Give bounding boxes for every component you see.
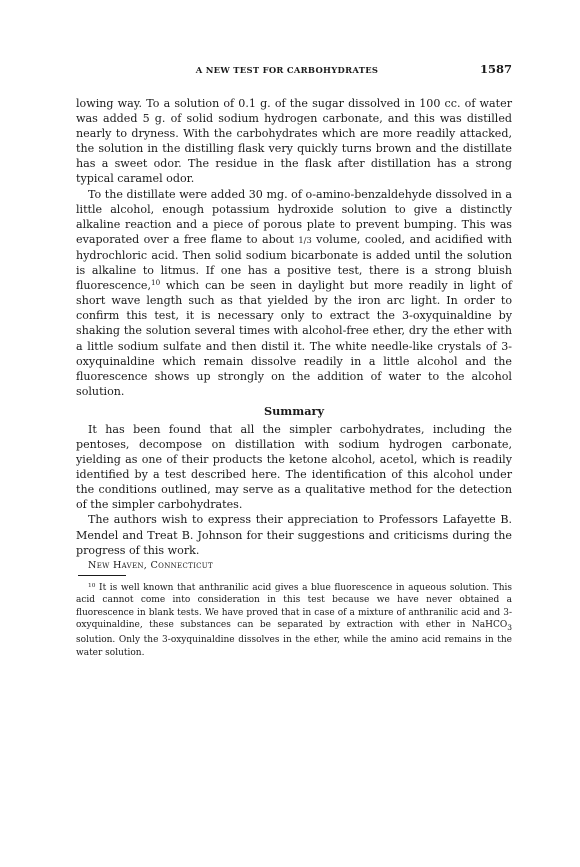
paragraph-2-text-a: To the distillate were added 30 mg. of o-amino-benzaldehyde dissolved in a little alcohol, enough potassium hydroxide solution to give a distinctly alkaline reaction and a piece of porous plate to prevent bumping. This was evaporated over a free flame to about [76, 187, 512, 246]
paragraph-2-text-b: volume, cooled, and acidified with hydrochloric acid. Then solid sodium bicarbonate is added until the solution is alkaline to litmus. If one has a positive test, there is a strong bluish fluorescence, [76, 232, 512, 293]
summary-paragraph-1: It has been found that all the simpler carbohydrates, including the pentoses, decompose on distillation with sodium hydrogen carbonate, yielding as one of their products the ketone alcohol, acetol, which is readily identified by a test described here. The identification of this alcohol under the conditions outlined, may serve as a qualitative method for the detection of the simpler carbohydrates. [76, 422, 512, 512]
footnote-text-a: It is well known that anthranilic acid gives a blue fluorescence in aqueous solution. This acid cannot come into consideration in this test because we have never obtained a fluorescence in blank tests. We have proved that in case of a mixture of anthranilic acid and 3-oxyquinaldine, these substances can be separated by extraction with ether in NaHCO [76, 582, 512, 630]
page-number: 1587 [479, 62, 512, 76]
summary-heading: Summary [263, 403, 325, 418]
footnote-10 [76, 582, 512, 659]
body-paragraph-1: lowing way. To a solution of 0.1 g. of the sugar dissolved in 100 cc. of water was added 5 g. of solid sodium hydrogen carbonate, and this was distilled nearly to dryness. With the carbohydrates which are more readily attacked, the solution in the distilling flask very quickly turns brown and the distillate has a sweet odor. The residue in the flask after distillation has a strong typical caramel odor. [76, 97, 512, 186]
author-location: New Haven, Connecticut [88, 559, 213, 571]
fraction-one-third: 1/3 [298, 234, 312, 245]
summary-paragraph-2: The authors wish to express their appreciation to Professors Lafayette B. Mendel and Treat B. Johnson for their suggestions and criticisms during the progress of this work. [76, 513, 512, 557]
footnote-subscript: 3 [507, 622, 512, 632]
running-title: A NEW TEST FOR CARBOHYDRATES [195, 65, 379, 75]
footnote-divider [78, 575, 126, 576]
body-paragraph-2 [76, 187, 512, 399]
footnote-number: 10 [88, 582, 96, 589]
paragraph-2-text-c: which can be seen in daylight but more readily in light of short wave length such as that yielded by the iron arc light. In order to confirm this test, it is necessary only to extract the 3-oxyquinaldine by shaking the solution several times with alcohol-free ether, dry the ether with a little sodium sulfate and then distil it. The white needle-like crystals of 3-oxyquinaldine which remain dissolve readily in a little alcohol and the fluorescence shows up strongly on the addition of water to the alcohol solution. [76, 279, 512, 398]
footnote-ref-10: 10 [151, 278, 161, 288]
document-page [76, 62, 512, 659]
running-head [76, 62, 512, 76]
footnote-text-b: solution. Only the 3-oxyquinaldine dissolves in the ether, while the amino acid remains in the water solution. [76, 635, 512, 658]
